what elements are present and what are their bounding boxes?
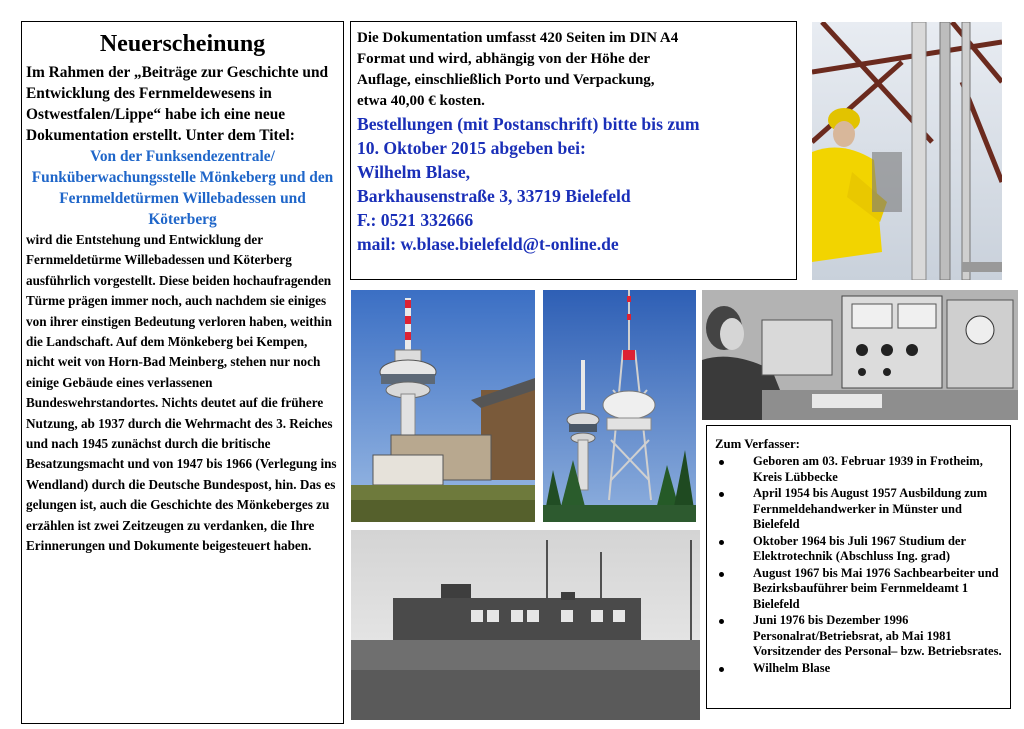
- description-text: wird die Entstehung und Entwicklung der Fernmeldetürme Willebadessen und Köterberg ausführlich vorgestellt. Diese beiden hochaufragenden Türme prägen immer noch, auch nachdem sie einiges von ihrer einstigen Bedeutung verloren haben, weithin die Landschaft. Auf dem Mönkeberg bei Kempen, nicht weit von Horn-Bad Meinberg, stehen nur noch einige Gebäude eines verlassenen Bundeswehrstandortes. Nichts deutet auf die frühere Nutzung, ab 1937 durch die Wehrmacht des 3. Reiches und nach 1945 zunächst durch die britische Besatzungsmacht und von 1947 bis 1966 (Verlegung ins Wendland) durch die Deutsche Bundespost, hin. Das es gelungen ist, auch die Geschichte des Mönkeberges zu erzählen ist zwei Zeitzeugen zu verdanken, die Ihre Erinnerungen und Dokumente beigesteuert haben.: [26, 232, 337, 554]
- info-line: Die Dokumentation umfasst 420 Seiten im DIN A4: [357, 30, 679, 46]
- info-line: Auflage, einschließlich Porto und Verpackung,: [357, 72, 655, 88]
- bullet-icon: [719, 619, 724, 624]
- list-item: Wilhelm Blase: [715, 661, 1004, 677]
- list-item: April 1954 bis August 1957 Ausbildung zum Fernmeldehandwerker in Münster und Bielefeld: [715, 486, 1004, 533]
- order-line: Bestellungen (mit Postanschrift) bitte bis zum: [357, 114, 700, 134]
- bullet-icon: [719, 667, 724, 672]
- info-line: etwa 40,00 € kosten.: [357, 93, 485, 109]
- list-item: Oktober 1964 bis Juli 1967 Studium der Elektrotechnik (Abschluss Ing. grad): [715, 534, 1004, 565]
- list-item: August 1967 bis Mai 1976 Sachbearbeiter und Bezirksbauführer beim Fernmeldeamt 1 Bielefeld: [715, 566, 1004, 613]
- author-panel: [706, 425, 1011, 709]
- bullet-icon: [719, 492, 724, 497]
- photo-moenkeberg-building: [351, 530, 700, 720]
- order-info-panel: [350, 21, 797, 280]
- intro-text: Im Rahmen der „Beiträge zur Geschichte und Entwicklung des Fernmeldewesens in Ostwestfalen/Lippe“ habe ich eine neue Dokumentation erstellt. Unter dem Titel:: [26, 64, 329, 144]
- order-line: 10. Oktober 2015 abgeben bei:: [357, 138, 586, 158]
- info-line: Format und wird, abhängig von der Höhe der: [357, 51, 651, 67]
- contact-phone: F.: 0521 332666: [357, 210, 474, 230]
- announcement-panel: [21, 21, 344, 724]
- headline: Neuerscheinung: [99, 31, 266, 57]
- photo-telecom-tower-willebadessen: [543, 290, 696, 522]
- bullet-icon: [719, 540, 724, 545]
- photo-technician-on-mast: [812, 22, 1002, 280]
- photo-telecom-tower-koeterberg: [351, 290, 535, 522]
- contact-name: Wilhelm Blase,: [357, 162, 471, 182]
- contact-email: mail: w.blase.bielefeld@t-online.de: [357, 234, 619, 254]
- bullet-icon: [719, 572, 724, 577]
- list-item: Juni 1976 bis Dezember 1996 Personalrat/Betriebsrat, ab Mai 1981 Vorsitzender des Personal– bzw. Betriebsrates.: [715, 613, 1004, 660]
- author-heading: Zum Verfasser:: [715, 437, 800, 451]
- book-title: Von der Funksendezentrale/ Funküberwachungsstelle Mönkeberg und den Fernmeldetürmen Willebadessen und Köterberg: [31, 148, 334, 228]
- photo-radio-operator-equipment: [702, 290, 1018, 420]
- author-bio-list: [715, 454, 1004, 676]
- bullet-icon: [719, 460, 724, 465]
- list-item: Geboren am 03. Februar 1939 in Frotheim, Kreis Lübbecke: [715, 454, 1004, 485]
- contact-address: Barkhausenstraße 3, 33719 Bielefeld: [357, 186, 631, 206]
